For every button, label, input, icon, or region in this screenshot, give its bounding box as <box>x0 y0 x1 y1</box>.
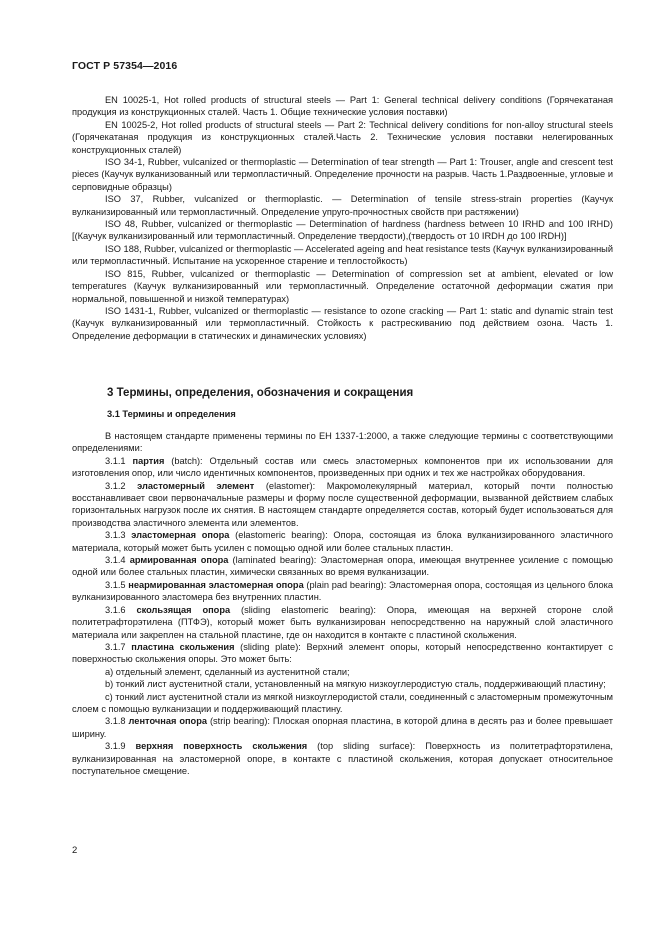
reference-item: ISO 188, Rubber, vulcanized or thermoplastic — Accelerated ageing and heat resistance tests (Каучук вулканизированный или термопластичный. Испытание на ускоренное старение и теплостойкость) <box>72 243 613 267</box>
term-text: (sliding elastomeric bearing): Опора, имеющая на верхней стороне слой политетрафторэтилена (ПТФЭ), который может быть вулканизирован непосредственно на наружный слой эластичного материала или закреплен на стальной пластине, где он находится в контакте с пластиной скольжения. <box>72 604 613 640</box>
term-definition <box>72 579 613 604</box>
term-number: 3.1.6 <box>105 604 126 615</box>
term-text: (sliding plate): Верхний элемент опоры, который непосредственно контактирует с поверхностью скольжения опоры. Это может быть: <box>72 641 613 665</box>
term-text: (elastomeric bearing): Опора, состоящая из блока вулканизированного эластичного материала, который может быть усилен с помощью одной или более стальных пластин. <box>72 530 613 553</box>
term-definition <box>72 455 613 480</box>
section-heading: 3 Термины, определения, обозначения и сокращения <box>107 387 414 399</box>
term-number: 3.1.4 <box>105 555 126 566</box>
reference-item: ISO 48, Rubber, vulcanized or thermoplastic — Determination of hardness (hardness between 10 IRHD and 100 IRHD) [(Каучук вулканизированный или термопластичный. Определение твердости),(твердость от 10 IRDH до 100 IRDH)] <box>72 219 613 242</box>
term-name: пластина скольжения <box>131 641 235 652</box>
term-text: (elastomer): Макромолекулярный материал, который почти полностью восстанавливает свои первоначальные размеры и форму после существенной деформации, вызванной действием слабых горизонтальных нагрузок после их снятия. В настоящем стандарте определяется состав, который будет использоваться для производства эластичного элемента или элементов. <box>72 480 613 528</box>
document-header: ГОСТ Р 57354—2016 <box>72 60 178 72</box>
term-number: 3.1.9 <box>105 741 126 752</box>
term-definition <box>72 740 613 777</box>
term-text: (batch): Отдельный состав или смесь эластомерных компонентов при их использовании для изготовления опор, или число идентичных компонентов, произведенных при одних и тех же настройках оборудования. <box>72 455 613 479</box>
term-name: эластомерная опора <box>131 530 230 541</box>
term-text: (strip bearing): Плоская опорная пластина, в которой длина в десять раз и более превышает ширину. <box>72 716 613 739</box>
term-definition <box>72 554 613 579</box>
term-number: 3.1.3 <box>105 530 126 541</box>
reference-item: ISO 34-1, Rubber, vulcanized or thermoplastic — Determination of tear strength — Part 1: Trouser, angle and crescent test pieces (Каучук вулканизованный или термопластичный. Определение прочности на разрыв. Часть 1.Раздвоенные, угловые и серповидные образцы) <box>72 157 613 192</box>
term-name: неармированная эластомерная опора <box>128 579 304 590</box>
term-number: 3.1.8 <box>105 716 126 727</box>
term-name: армированная опора <box>129 555 229 566</box>
term-number: 3.1.2 <box>105 480 126 491</box>
reference-item: ISO 815, Rubber, vulcanized or thermoplastic — Determination of compression set at ambient, elevated or low temperatures (Каучук вулканизированный или термопластичный. Определение остаточной деформации сжатия при нормальной, повышенной и низкой температурах) <box>72 268 613 304</box>
term-number: 3.1.7 <box>105 641 126 652</box>
term-number: 3.1.5 <box>105 579 126 590</box>
term-definition <box>72 529 613 554</box>
term-name: скользящая опора <box>136 604 231 615</box>
reference-item: ISO 37, Rubber, vulcanized or thermoplastic. — Determination of tensile stress-strain properties (Каучук вулканизированный или термопластичный. Определение упруго-прочностных свойств при растяжении) <box>72 194 613 217</box>
term-name: эластомерный элемент <box>137 480 255 491</box>
list-item: а) отдельный элемент, сделанный из аустенитной стали; <box>105 666 350 677</box>
reference-item: EN 10025-1, Hot rolled products of structural steels — Part 1: General technical delivery conditions (Горячекатаная продукция из конструкционных сталей. Часть 1. Общие технические условия поставки) <box>72 95 613 118</box>
terms-body <box>72 430 613 777</box>
term-name: ленточная опора <box>128 716 207 727</box>
normative-references <box>72 94 613 342</box>
reference-item: EN 10025-2, Hot rolled products of structural steels — Part 2: Technical delivery conditions for non-alloy structural steels (Горячекатаная продукция из конструкционных сталей.Часть 2. Технические условия поставки нелегированных конструкционных сталей) <box>72 119 613 155</box>
term-definition <box>72 480 613 530</box>
subsection-heading: 3.1 Термины и определения <box>107 409 236 419</box>
term-name: партия <box>132 455 165 466</box>
term-name: верхняя поверхность скольжения <box>135 741 308 752</box>
list-item: с) тонкий лист аустенитной стали из мягкой низкоуглеродистой стали, соединенный с эластомерным промежуточным слоем с помощью вулканизации и поддерживающий пластину. <box>72 691 613 714</box>
term-text: (laminated bearing): Эластомерная опора, имеющая внутреннее усиление с помощью одной или более стальных пластин, химически связанных во время вулканизации. <box>72 555 613 578</box>
page-number: 2 <box>72 845 78 856</box>
term-number: 3.1.1 <box>105 455 126 466</box>
term-definition <box>72 604 613 641</box>
term-definition <box>72 715 613 740</box>
reference-item: ISO 1431-1, Rubber, vulcanized or thermoplastic — resistance to ozone cracking — Part 1: static and dynamic strain test (Каучук вулканизированный или термопластичный. Стойкость к растрескиванию под действием озона. Часть 1. Определение деформации в статических и динамических условиях) <box>72 305 613 341</box>
term-text: (top sliding surface): Поверхность из политетрафторэтилена, вулканизированная на эластомерной опоре, в контакте с пластиной скольжения, которая допускает относительное поступательное смещение. <box>72 741 613 776</box>
term-text: (plain pad bearing): Эластомерная опора, состоящая из цельного блока вулканизированного эластомера без внутренних пластин. <box>72 579 613 603</box>
terms-intro: В настоящем стандарте применены термины по ЕН 1337-1:2000, а также следующие термины с соответствующими определениями: <box>72 431 613 454</box>
term-definition <box>72 641 613 666</box>
list-item: b) тонкий лист аустенитной стали, установленный на мягкую низкоуглеродистую сталь, поддерживающий пластину; <box>105 679 606 690</box>
